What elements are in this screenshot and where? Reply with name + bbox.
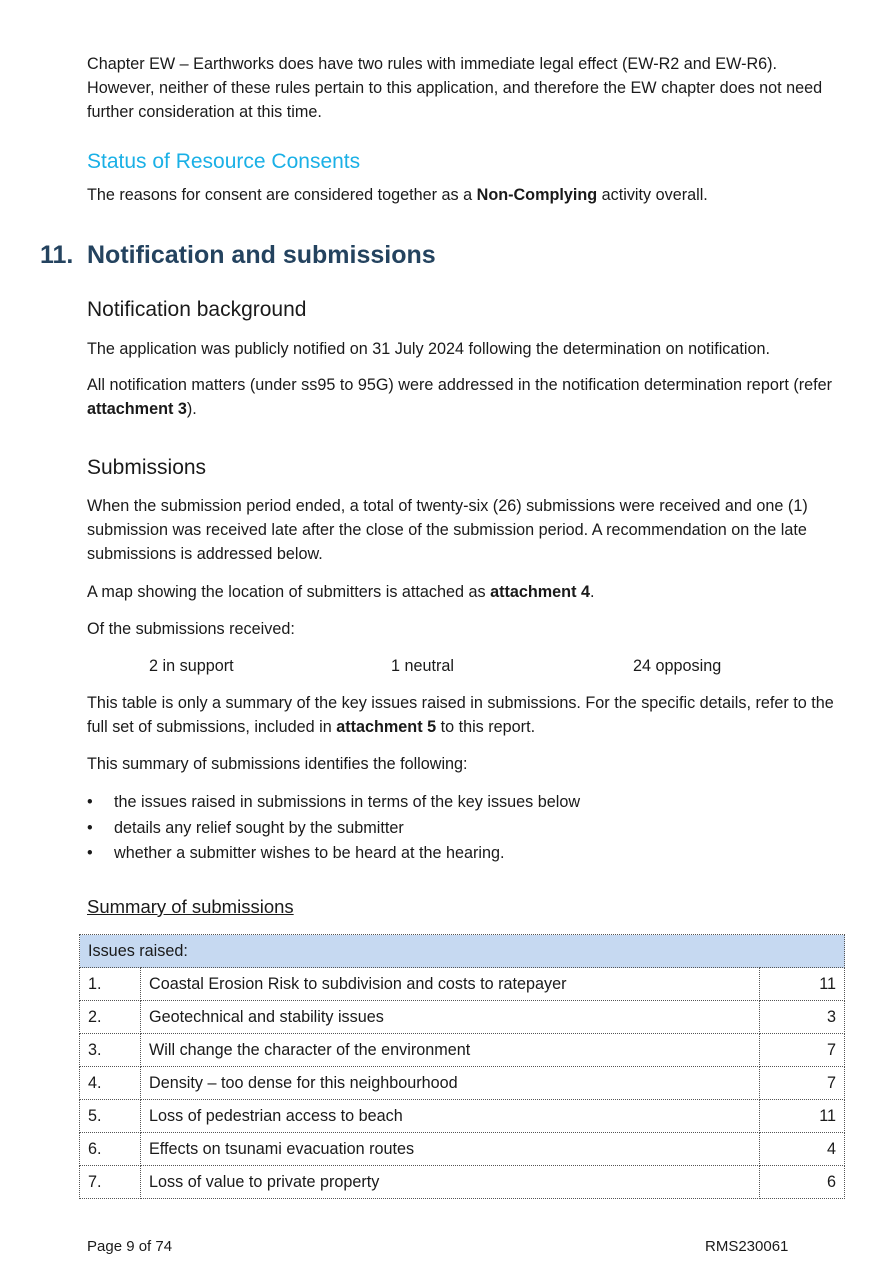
row-number: 1.: [80, 968, 141, 1001]
row-count: 3: [760, 1001, 845, 1034]
table-row: [80, 1034, 845, 1067]
section-number: 11.: [40, 241, 74, 269]
map-bold: attachment 4: [490, 583, 590, 601]
row-issue: Geotechnical and stability issues: [141, 1001, 760, 1034]
row-issue: Effects on tsunami evacuation routes: [141, 1133, 760, 1166]
status-text-after: activity overall.: [597, 186, 708, 204]
count-neutral: 1 neutral: [391, 657, 454, 675]
list-item-text: details any relief sought by the submitter: [114, 818, 404, 837]
table-row: [80, 968, 845, 1001]
received-intro: Of the submissions received:: [87, 620, 295, 638]
row-issue: Will change the character of the environment: [141, 1034, 760, 1067]
row-issue: Coastal Erosion Risk to subdivision and costs to ratepayer: [141, 968, 760, 1001]
row-count: 6: [760, 1166, 845, 1199]
row-count: 11: [760, 1100, 845, 1133]
map-before: A map showing the location of submitters is attached as: [87, 583, 491, 601]
identifies-intro: This summary of submissions identifies the following:: [87, 755, 468, 773]
row-number: 5.: [80, 1100, 141, 1133]
list-item-text: the issues raised in submissions in terms of the key issues below: [114, 793, 581, 811]
row-count: 7: [760, 1034, 845, 1067]
footer-reference: RMS230061: [705, 1238, 789, 1255]
notification-para2-after: ).: [186, 400, 197, 418]
list-item-text: whether a submitter wishes to be heard at the hearing.: [114, 844, 505, 862]
row-number: 7.: [80, 1166, 141, 1199]
table-row: [80, 1100, 845, 1133]
table-row: [80, 1001, 845, 1034]
map-after: .: [589, 583, 595, 601]
status-paragraph: [87, 183, 847, 207]
notification-heading: Notification background: [87, 298, 307, 321]
table-header-row: [80, 935, 845, 968]
table-row: [80, 1133, 845, 1166]
footer-page-number: Page 9 of 74: [87, 1238, 173, 1255]
row-issue: Loss of pedestrian access to beach: [141, 1100, 760, 1133]
intro-paragraph: Chapter EW – Earthworks does have two rules with immediate legal effect (EW-R2 and EW-R6). However, neither of these rules pertain to this application, and therefore the EW chapter does not need further consideration at this time.: [87, 55, 823, 121]
notification-para1: The application was publicly notified on 31 July 2024 following the determination on notification.: [87, 340, 770, 358]
table-note-before: This table is only a summary of the key issues raised in submissions. For the specific details, refer to the full set of submissions, included in: [87, 694, 834, 736]
row-issue: Density – too dense for this neighbourhood: [141, 1067, 760, 1100]
list-item: [87, 790, 580, 816]
list-item: [87, 816, 580, 842]
section-title: Notification and submissions: [87, 241, 436, 269]
map-paragraph: [87, 580, 847, 604]
row-count: 11: [760, 968, 845, 1001]
table-note-bold: attachment 5: [336, 718, 437, 736]
count-support: 2 in support: [149, 657, 234, 675]
bullet-icon: •: [87, 844, 93, 862]
row-issue: Loss of value to private property: [141, 1166, 760, 1199]
row-count: 7: [760, 1067, 845, 1100]
table-note-after: to this report.: [436, 718, 536, 736]
row-number: 3.: [80, 1034, 141, 1067]
notification-para2-before: All notification matters (under ss95 to 95G) were addressed in the notification determination report (refer: [87, 376, 832, 394]
count-opposing: 24 opposing: [633, 657, 722, 675]
table-row: [80, 1166, 845, 1199]
submissions-para1: When the submission period ended, a total of twenty-six (26) submissions were received and one (1) submission was received late after the close of the submission period. A recommendation on the late submissions is addressed below.: [87, 497, 808, 563]
notification-para2-bold: attachment 3: [87, 400, 187, 418]
issues-table: [79, 934, 845, 1199]
bullet-icon: •: [87, 793, 93, 811]
summary-title: Summary of submissions: [87, 896, 294, 917]
status-text-bold: Non-Complying: [476, 186, 598, 204]
list-item: [87, 841, 580, 867]
table-note: [87, 691, 847, 739]
status-text-before: The reasons for consent are considered together as a: [87, 186, 477, 204]
bullet-icon: •: [87, 818, 93, 837]
row-number: 6.: [80, 1133, 141, 1166]
submissions-heading: Submissions: [87, 456, 207, 479]
table-header: Issues raised:: [80, 935, 845, 968]
row-number: 4.: [80, 1067, 141, 1100]
row-number: 2.: [80, 1001, 141, 1034]
identifies-list: [87, 790, 580, 867]
section-heading: [40, 241, 436, 270]
status-heading: Status of Resource Consents: [87, 150, 361, 173]
row-count: 4: [760, 1133, 845, 1166]
notification-para2: [87, 373, 847, 421]
table-row: [80, 1067, 845, 1100]
